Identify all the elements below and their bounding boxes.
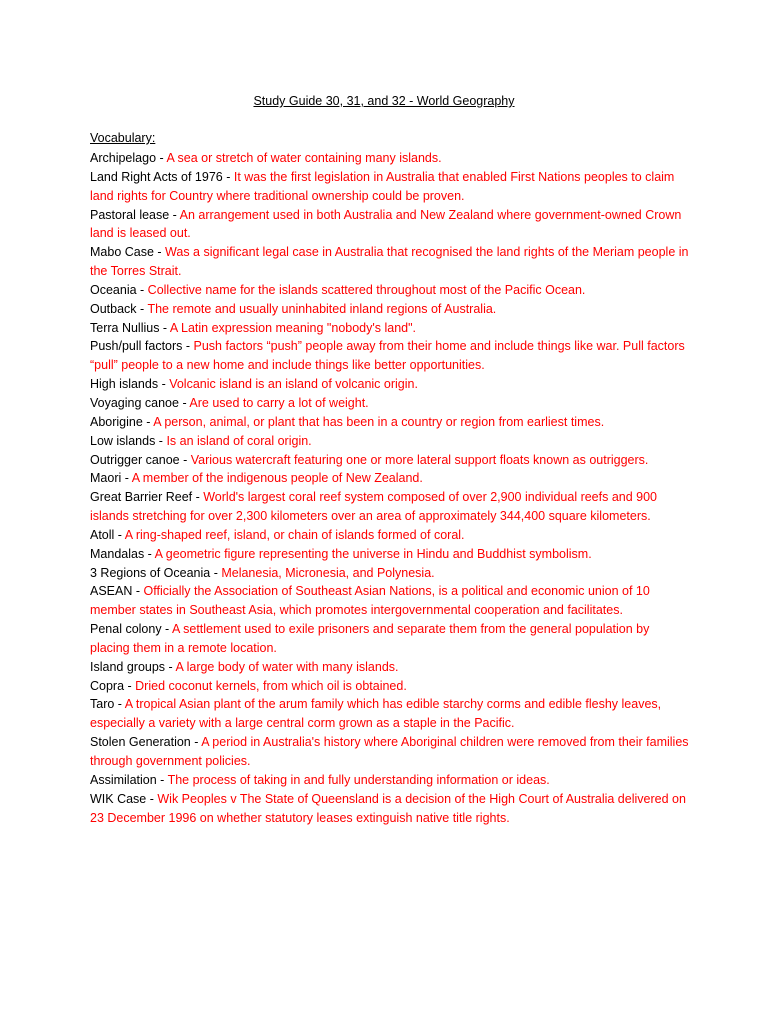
vocab-entry [90,300,690,319]
vocab-definition: Is an island of coral origin. [166,433,312,448]
vocab-term: ASEAN - [90,584,144,599]
vocab-entry [90,695,690,733]
vocab-term: Aborigine - [90,414,154,429]
vocab-definition: A period in Australia's history where Aboriginal children were removed from their families through government policies. [90,735,689,768]
vocab-definition: A sea or stretch of water containing many islands. [166,151,442,165]
vocab-entry [90,771,690,790]
vocab-term: Outback - [90,301,148,316]
vocab-definition: Wik Peoples v The State of Queensland is a decision of the High Court of Australia delivered on 23 December 1996 on whether statutory leases extinguish native title rights. [90,791,686,825]
vocab-definition: The remote and usually uninhabited inland regions of Australia. [147,301,497,316]
vocabulary-list [90,149,690,827]
vocab-term: Maori - [90,471,132,486]
vocab-definition: A member of the indigenous people of New Zealand. [131,471,423,486]
vocab-definition: Melanesia, Micronesia, and Polynesia. [221,565,435,580]
vocab-term: Voyaging canoe - [90,395,190,410]
vocab-definition: Was a significant legal case in Australia that recognised the land rights of the Meriam people in the Torres Strait. [90,245,689,279]
vocab-entry [90,206,690,244]
vocab-term: Oceania - [90,282,148,297]
vocab-entry [90,319,690,338]
vocab-definition: It was the first legislation in Australia that enabled First Nations peoples to claim land rights for Country where traditional ownership could be proven. [90,169,675,203]
vocab-entry [90,733,690,771]
vocab-term: Island groups - [90,659,176,674]
vocab-term: Mabo Case - [90,245,166,260]
vocab-term: WIK Case - [90,791,158,806]
vocab-entry [90,790,690,828]
vocab-definition: A ring-shaped reef, island, or chain of islands formed of coral. [124,527,465,542]
vocab-definition: A large body of water with many islands. [175,659,399,674]
vocab-entry [90,677,690,696]
vocab-definition: A geometric figure representing the universe in Hindu and Buddhist symbolism. [154,546,592,561]
vocab-term: Assimilation - [90,772,168,787]
vocab-entry [90,658,690,677]
vocab-definition: Volcanic island is an island of volcanic origin. [169,377,418,392]
vocab-term: Outrigger canoe - [90,452,191,467]
vocab-definition: Officially the Association of Southeast Asian Nations, is a political and economic union of 10 member states in Southeast Asia, which promotes intergovernmental cooperation and facilitates. [90,584,650,618]
vocab-definition: Are used to carry a lot of weight. [189,395,369,410]
vocab-entry [90,564,690,583]
vocab-definition: Various watercraft featuring one or more lateral support floats known as outriggers. [190,452,649,467]
vocab-term: Copra - [90,678,136,693]
vocab-entry [90,337,690,375]
vocab-term: High islands - [90,377,170,392]
vocab-entry [90,168,690,206]
vocab-term: Mandalas - [90,546,155,561]
vocab-term: Stolen Generation - [90,735,202,750]
vocab-term: Penal colony - [90,622,172,637]
vocab-definition: An arrangement used in both Australia and New Zealand where government-owned Crown land is leased out. [90,207,682,241]
vocab-entry [90,545,690,564]
vocab-entry [90,413,690,432]
vocab-term: Low islands - [90,433,167,448]
vocab-definition: The process of taking in and fully understanding information or ideas. [167,772,550,787]
vocab-entry [90,149,690,168]
vocab-term: Terra Nullius - [90,320,170,335]
vocab-term: 3 Regions of Oceania - [90,565,222,580]
vocab-entry [90,526,690,545]
vocab-definition: Push factors “push” people away from their home and include things like war. Pull factors “pull” people to a new home and include things like better opportunities. [90,339,685,373]
vocab-entry [90,582,690,620]
vocab-entry [90,432,690,451]
vocab-entry [90,375,690,394]
vocab-definition: A Latin expression meaning "nobody's land". [169,320,417,335]
vocab-definition: Collective name for the islands scattered throughout most of the Pacific Ocean. [147,282,586,297]
vocab-definition: World's largest coral reef system composed of over 2,900 individual reefs and 900 islands stretching for over 2,300 kilometers over an area of approximately 344,400 square kilometers. [90,490,658,524]
vocab-definition: A settlement used to exile prisoners and separate them from the general population by placing them in a remote location. [90,622,650,655]
vocab-term: Great Barrier Reef - [90,490,204,505]
vocab-entry [90,620,690,658]
vocab-definition: A person, animal, or plant that has been in a country or region from earliest times. [153,414,605,429]
vocabulary-heading: Vocabulary: [90,131,156,145]
page-title: Study Guide 30, 31, and 32 - World Geography [253,94,515,108]
vocab-term: Pastoral lease - [90,207,180,222]
vocab-term: Taro - [90,697,125,712]
vocab-entry [90,488,690,526]
vocab-term: Archipelago - [90,151,167,165]
vocab-definition: Dried coconut kernels, from which oil is obtained. [135,678,407,693]
vocab-entry [90,469,690,488]
vocab-entry [90,243,690,281]
vocab-term: Land Right Acts of 1976 - [90,169,234,184]
vocab-entry [90,281,690,300]
vocab-term: Push/pull factors - [90,339,194,354]
vocab-entry [90,394,690,413]
vocab-entry [90,451,690,470]
vocab-definition: A tropical Asian plant of the arum family which has edible starchy corms and edible fleshy leaves, especially a variety with a large central corm grown as a staple in the Pacific. [90,697,662,731]
vocab-term: Atoll - [90,527,125,542]
